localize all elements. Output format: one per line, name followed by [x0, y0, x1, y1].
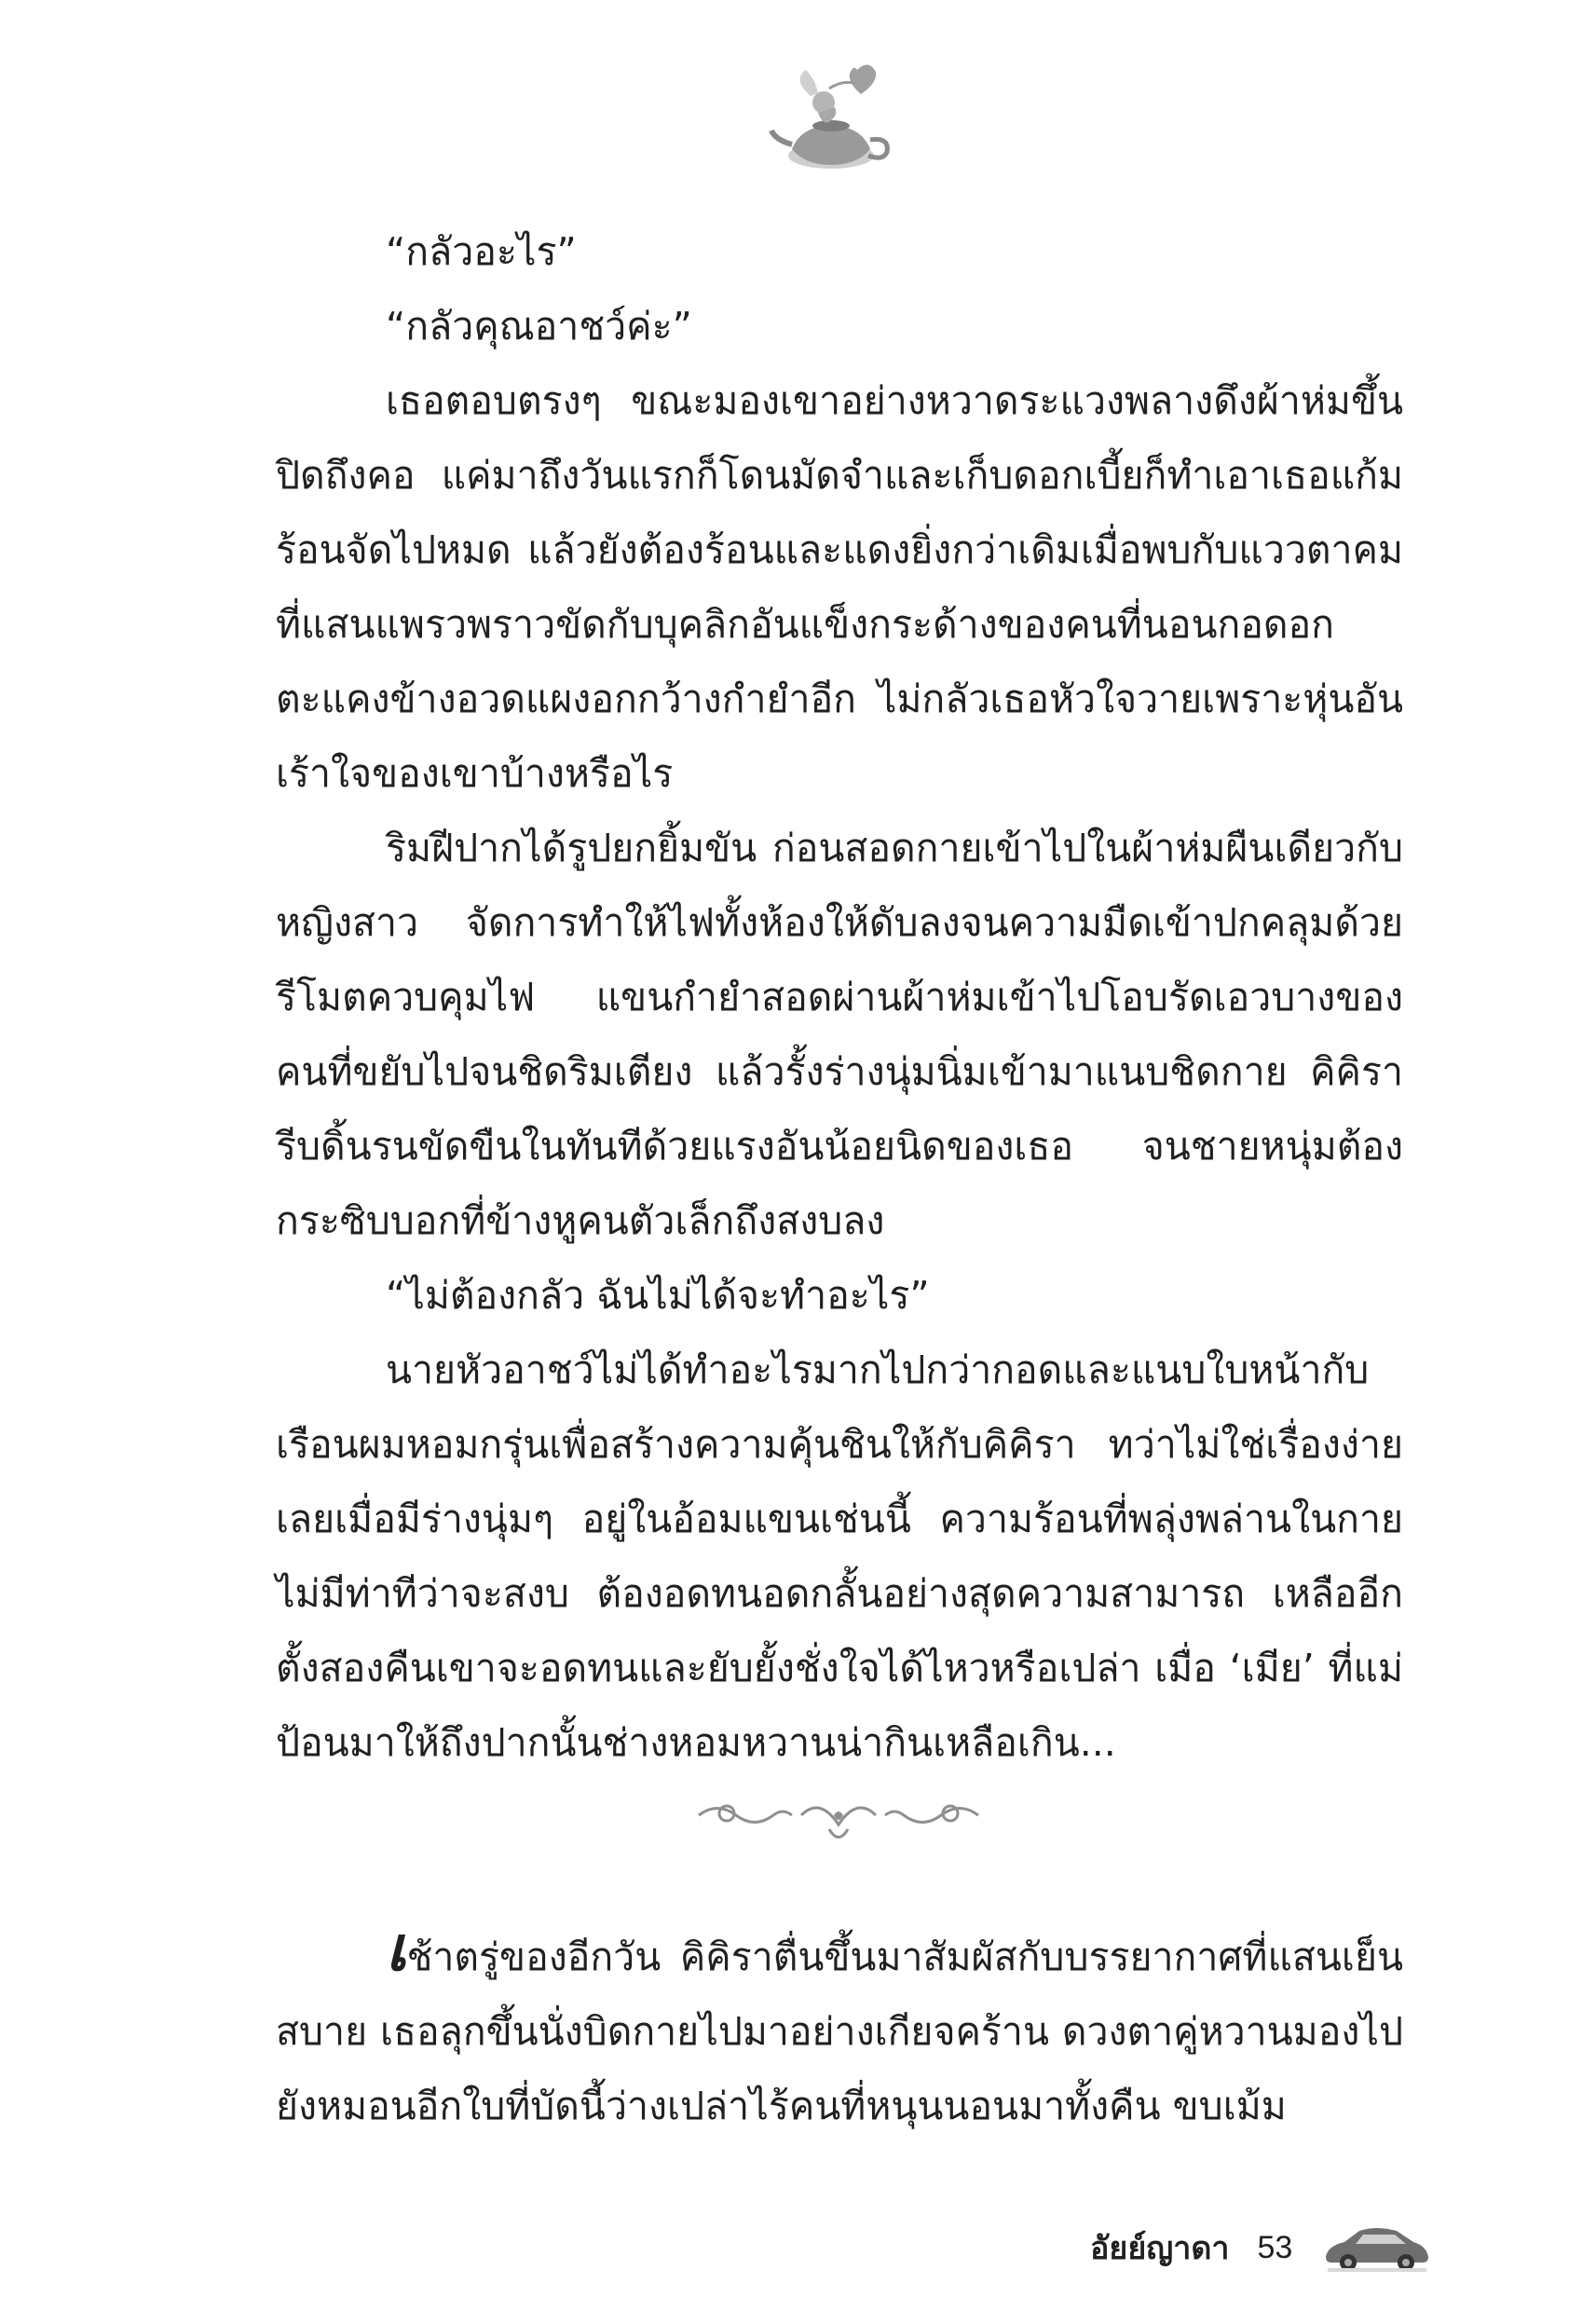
- scroll-divider-icon: [689, 1787, 988, 1853]
- paragraph: ริมฝีปากได้รูปยกยิ้มขัน ก่อนสอดกายเข้าไปในผ้าห่มผืนเดียวกับหญิงสาว จัดการทำให้ไฟทั้งห้องให้ดับลงจนความมืดเข้าปกคลุมด้วยรีโมตควบคุมไฟ แขนกำยำสอดผ่านผ้าห่มเข้าไปโอบรัดเอวบางของคนที่ขยับไปจนชิดริมเตียง แล้วรั้งร่างนุ่มนิ่มเข้ามาแนบชิดกาย คิคิรารีบดิ้นรนขัดขืนในทันทีด้วยแรงอันน้อยนิดของเธอ จนชายหนุ่มต้องกระซิบบอกที่ข้างหูคนตัวเล็กถึงสงบลง: [276, 826, 1403, 1243]
- paragraph: นายหัวอาชว์ไม่ได้ทำอะไรมากไปกว่ากอดและแนบใบหน้ากับเรือนผมหอมกรุ่นเพื่อสร้างความคุ้นชินให้กับคิคิรา ทว่าไม่ใช่เรื่องง่ายเลยเมื่อมีร่างนุ่มๆ อยู่ในอ้อมแขนเช่นนี้ ความร้อนที่พลุ่งพล่านในกายไม่มีท่าทีว่าจะสงบ ต้องอดทนอดกลั้นอย่างสุดความสามารถ เหลืออีกตั้งสองคืนเขาจะอดทนและยับยั้งชั่งใจได้ไหวหรือเปล่า เมื่อ ‘เมีย’ ที่แม่ป้อนมาให้ถึงปากนั้นช่างหอมหวานน่ากินเหลือเกิน...: [276, 1347, 1403, 1765]
- body-text-section-2: [276, 1912, 1403, 2143]
- paragraph: [276, 1912, 1403, 2143]
- teapot-ornament-icon: [764, 51, 904, 191]
- dialog-line: “กลัวคุณอาชว์ค่ะ”: [386, 304, 692, 349]
- drop-cap: เ: [386, 1912, 407, 1985]
- paragraph: เธอตอบตรงๆ ขณะมองเขาอย่างหวาดระแวงพลางดึงผ้าห่มขึ้นปิดถึงคอ แค่มาถึงวันแรกก็โดนมัดจำและเก็บดอกเบี้ยก็ทำเอาเธอแก้มร้อนจัดไปหมด แล้วยังต้องร้อนและแดงยิ่งกว่าเดิมเมื่อพบกับแววตาคมที่แสนแพรวพราวขัดกับบุคลิกอันแข็งกระด้างของคนที่นอนกอดอกตะแคงข้างอวดแผงอกกว้างกำยำอีก ไม่กลัวเธอหัวใจวายเพราะหุ่นอันเร้าใจของเขาบ้างหรือไร: [276, 378, 1403, 796]
- page-number: 53: [1257, 2229, 1293, 2265]
- dialog-line: “ไม่ต้องกลัว ฉันไม่ได้จะทำอะไร”: [386, 1273, 930, 1318]
- page-footer: [1090, 2220, 1432, 2276]
- body-text: [276, 214, 1403, 1780]
- paragraph-text: ช้าตรู่ของอีกวัน คิคิราตื่นขึ้นมาสัมผัสกับบรรยากาศที่แสนเย็นสบาย เธอลุกขึ้นนั่งบิดกายไปมาอย่างเกียจคร้าน ดวงตาคู่หวานมองไปยังหมอนอีกใบที่บัดนี้ว่างเปล่าไร้คนที่หนุนนอนมาทั้งคืน ขบเม้ม: [276, 1935, 1403, 2128]
- dialog-line: “กลัวอะไร”: [386, 229, 577, 274]
- author-name: อัยย์ญาดา: [1090, 2230, 1230, 2267]
- car-icon: [1320, 2220, 1432, 2276]
